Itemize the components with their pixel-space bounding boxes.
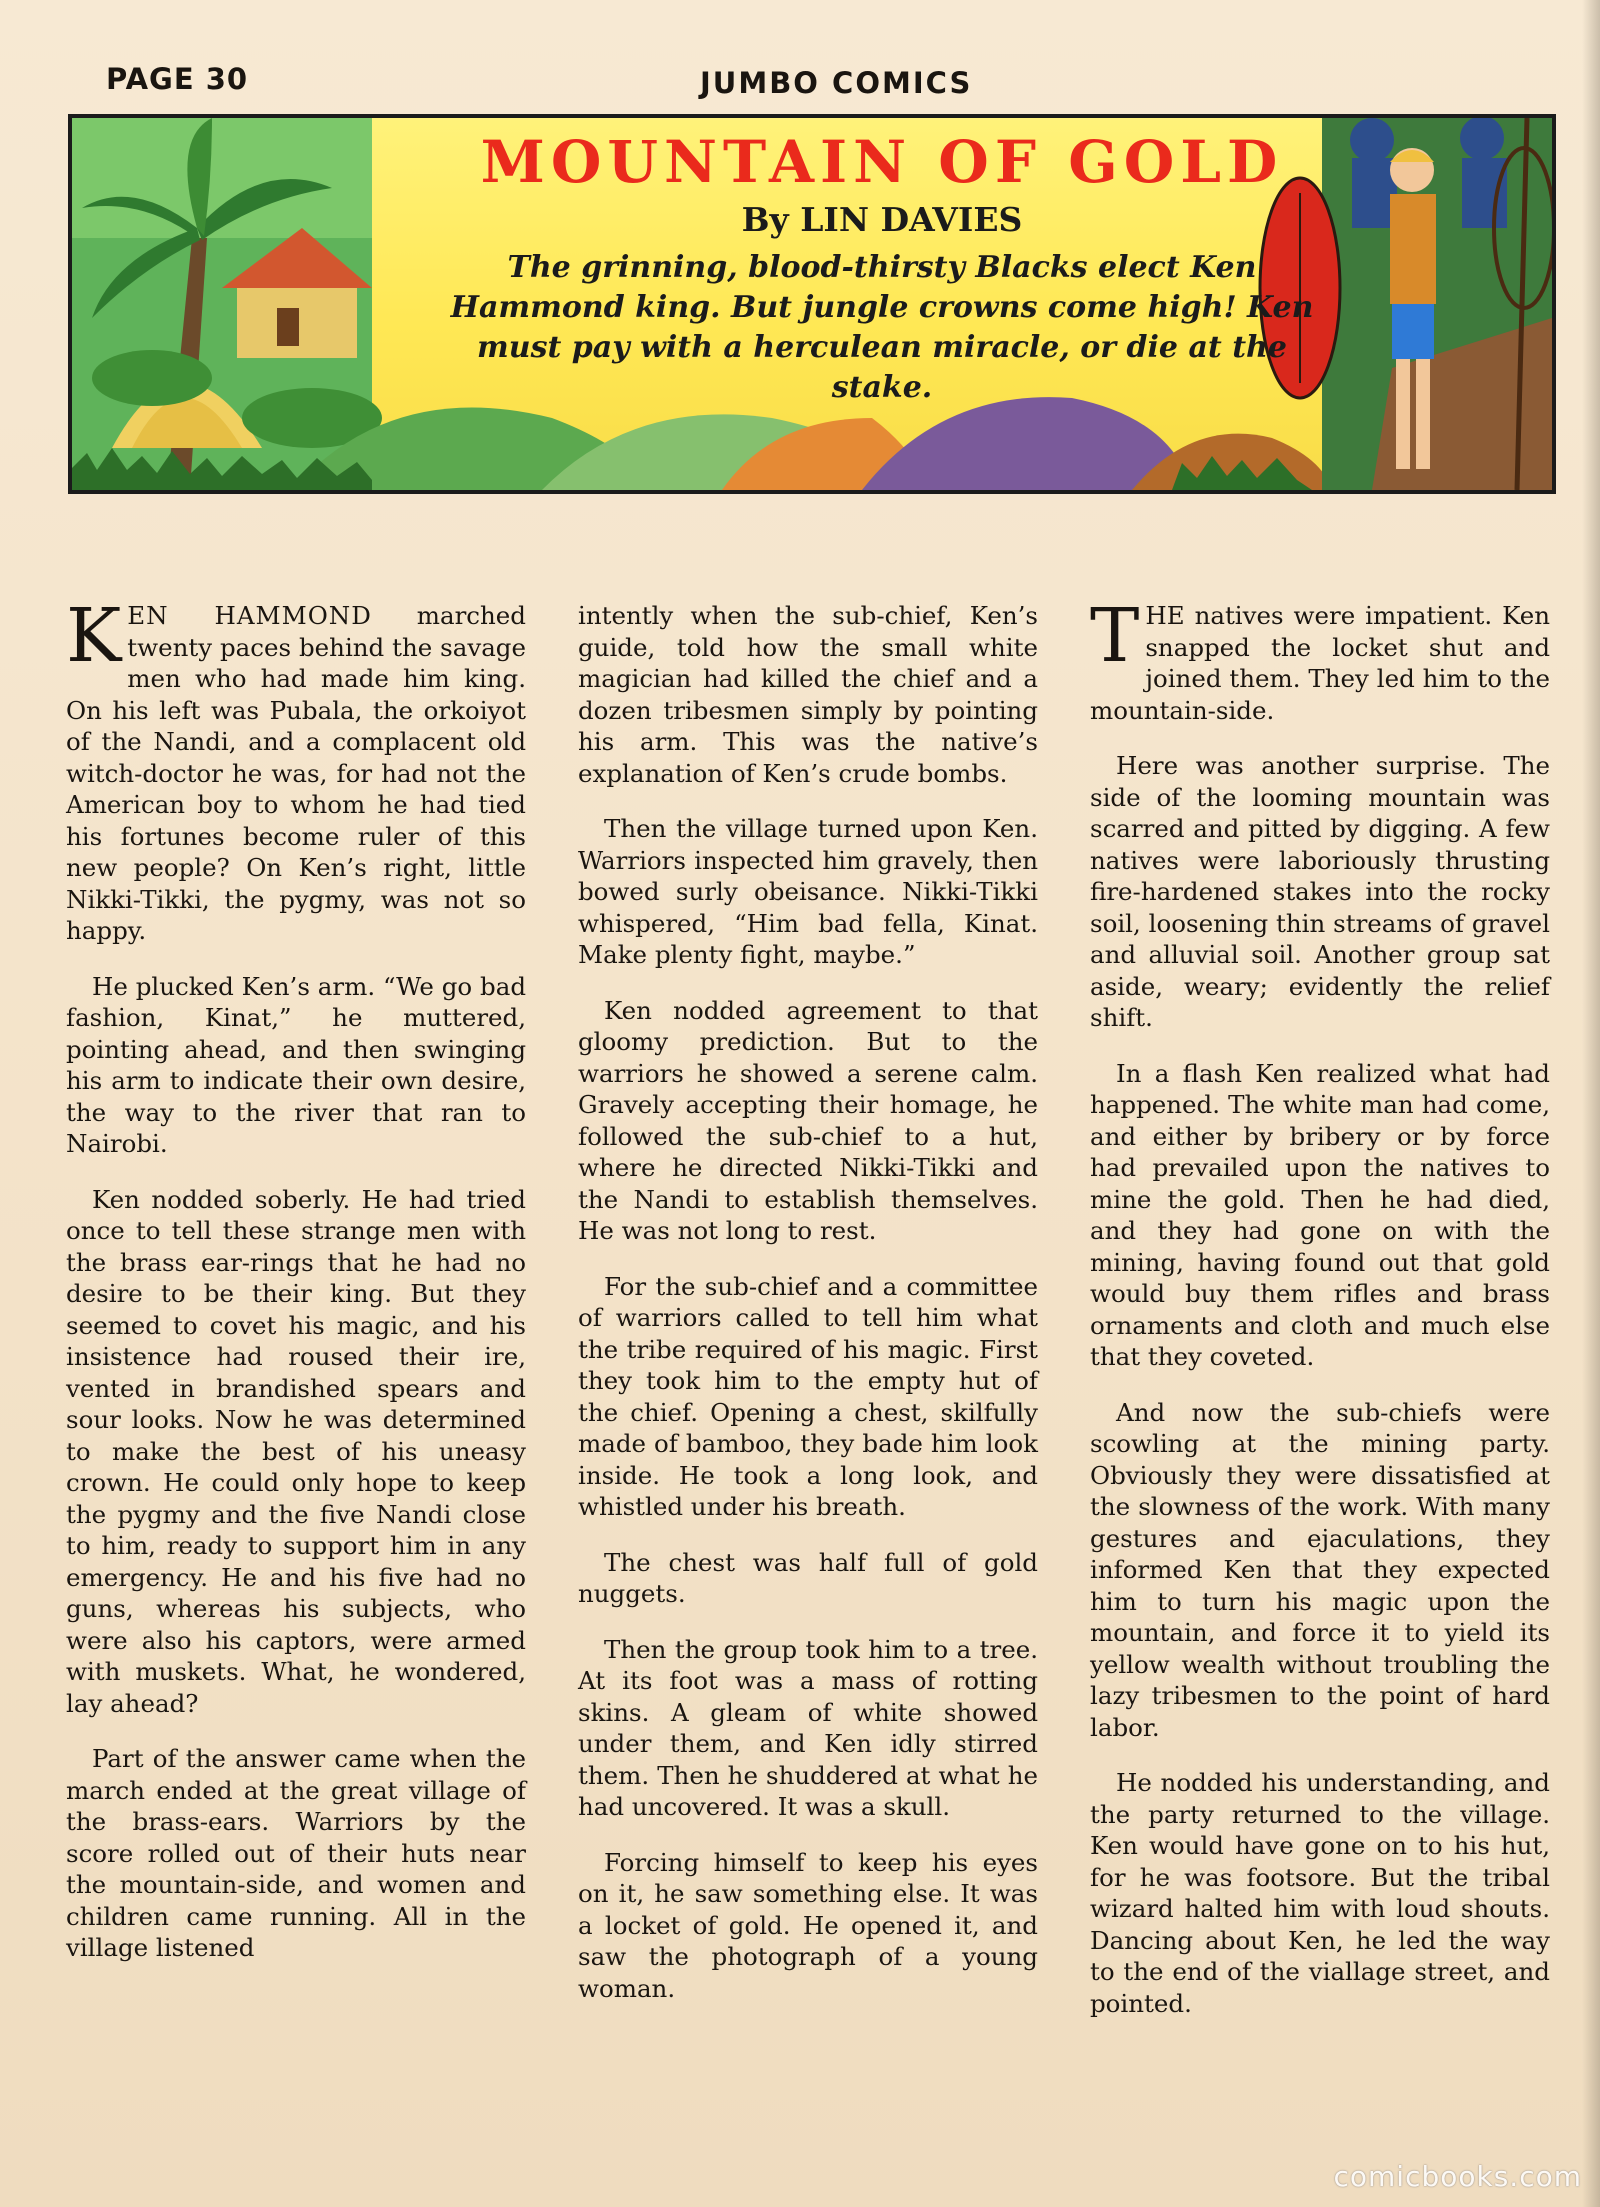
paragraph: In a flash Ken realized what had happened. The white man had come, and either by bribery or by force had prevailed upon the natives to mine the gold. Then he had died, and they had gone on with the mining, having found out that gold would buy them rifles and brass ornaments and cloth and much else that they coveted.	[1090, 1058, 1550, 1371]
magazine-title: JUMBO COMICS	[700, 66, 973, 100]
paragraph: Forcing himself to keep his eyes on it, he saw something else. It was a locket of gold. He opened it, and saw the photograph of a young woman.	[578, 1847, 1038, 2003]
paragraph: Part of the answer came when the march ended at the great village of the brass-ears. Warriors by the score rolled out of their huts near the mountain-side, and women and children came running. All in the village listened	[66, 1744, 526, 1962]
byline: By LIN DAVIES	[741, 200, 1023, 239]
drop-cap: T	[1090, 593, 1140, 679]
paragraph: The chest was half full of gold nuggets.	[578, 1547, 1038, 1608]
paragraph	[1090, 593, 1550, 726]
paragraph: He nodded his understanding, and the party returned to the village. Ken would have gone on to his hut, for he was footsore. But the tribal wizard halted him with loud shouts. Dancing about Ken, he led the way to the end of the viallage street, and pointed.	[1090, 1768, 1550, 2018]
paragraph: Ken nodded agreement to that gloomy prediction. But to the warriors he showed a serene calm. Gravely accepting their homage, he followed the sub-chief to a hut, where he directed Nikki-Tikki and the Nandi to establish themselves. He was not long to rest.	[578, 995, 1038, 1245]
text-column-3	[1090, 593, 1550, 2043]
paragraph: He plucked Ken’s arm. “We go bad fashion, Kinat,” he muttered, pointing ahead, and then swinging his arm to indicate their own desire, the way to the river that ran to Nairobi.	[66, 971, 526, 1158]
page-header	[100, 62, 1540, 102]
text-column-2	[578, 600, 1038, 2028]
page-number: PAGE 30	[106, 62, 249, 96]
paragraph: And now the sub-chiefs were scowling at the mining party. Obviously they were dissatisfied at the slowness of the work. With many gestures and ejaculations, they informed Ken that they expected him to turn his magic upon the mountain, and force it to yield its yellow wealth without troubling the lazy tribesmen to the point of hard labor.	[1090, 1397, 1550, 1742]
story-blurb: The grinning, blood-thirsty Blacks elect Ken Hammond king. But jungle crowns come high! Ken must pay with a herculean miracle, or die at the stake.	[450, 250, 1314, 405]
paragraph-text: marched twenty paces behind the savage men who had made him king. On his left was Pubala, the orkoiyot of the Nandi, and a complacent old witch-doctor he was, for had not the American boy to whom he had tied his fortunes become ruler of this new people? On Ken’s right, little Nikki-Tikki, the pygmy, was not so happy.	[66, 601, 526, 945]
page-edge-shadow	[1582, 0, 1600, 2207]
site-watermark: comicbooks.com	[1333, 2160, 1582, 2193]
lead-in-caps: EN HAMMOND	[127, 601, 372, 630]
paragraph: For the sub-chief and a committee of warriors called to tell him what the tribe required of his magic. First they took him to the empty hut of the chief. Opening a chest, skilfully made of bamboo, they bade him look inside. He took a long look, and whistled under his breath.	[578, 1271, 1038, 1521]
paragraph: intently when the sub-chief, Ken’s guide, told how the small white magician had killed the chief and a dozen tribesmen simply by pointing his arm. This was the native’s explanation of Ken’s crude bombs.	[578, 601, 1038, 788]
drop-cap: K	[66, 593, 122, 679]
paragraph: Then the village turned upon Ken. Warriors inspected him gravely, then bowed surly obeisance. Nikki-Tikki whispered, “Him bad fella, Kinat. Make plenty fight, maybe.”	[578, 814, 1038, 969]
paragraph: Then the group took him to a tree. At its foot was a mass of rotting skins. A gleam of white showed under them, and Ken idly stirred them. Then he shuddered at what he had uncovered. It was a skull.	[578, 1634, 1038, 1821]
paragraph: Ken nodded soberly. He had tried once to tell these strange men with the brass ear-rings that he had no desire to be their king. But they seemed to covet his magic, and his insistence had roused their ire, vented in brandished spears and sour looks. Now he was determined to make the best of his uneasy crown. He could only hope to keep the pygmy and the five Nandi close to him, ready to support him in any emergency. He and his five had no guns, whereas his subjects, who were also his captors, were armed with muskets. What, he wondered, lay ahead?	[66, 1184, 526, 1718]
paragraph-text: HE natives were impatient. Ken snapped the locket shut and joined them. They led him to the mountain-side.	[1090, 601, 1550, 725]
story-title: MOUNTAIN OF GOLD	[480, 128, 1284, 196]
paragraph	[66, 593, 526, 947]
title-banner	[68, 114, 1556, 494]
text-column-1	[66, 593, 526, 1988]
paragraph: Here was another surprise. The side of the looming mountain was scarred and pitted by digging. A few natives were laboriously thrusting fire-hardened stakes into the rocky soil, loosening thin streams of gravel and alluvial soil. Another group sat aside, weary; evidently the relief shift.	[1090, 751, 1550, 1032]
